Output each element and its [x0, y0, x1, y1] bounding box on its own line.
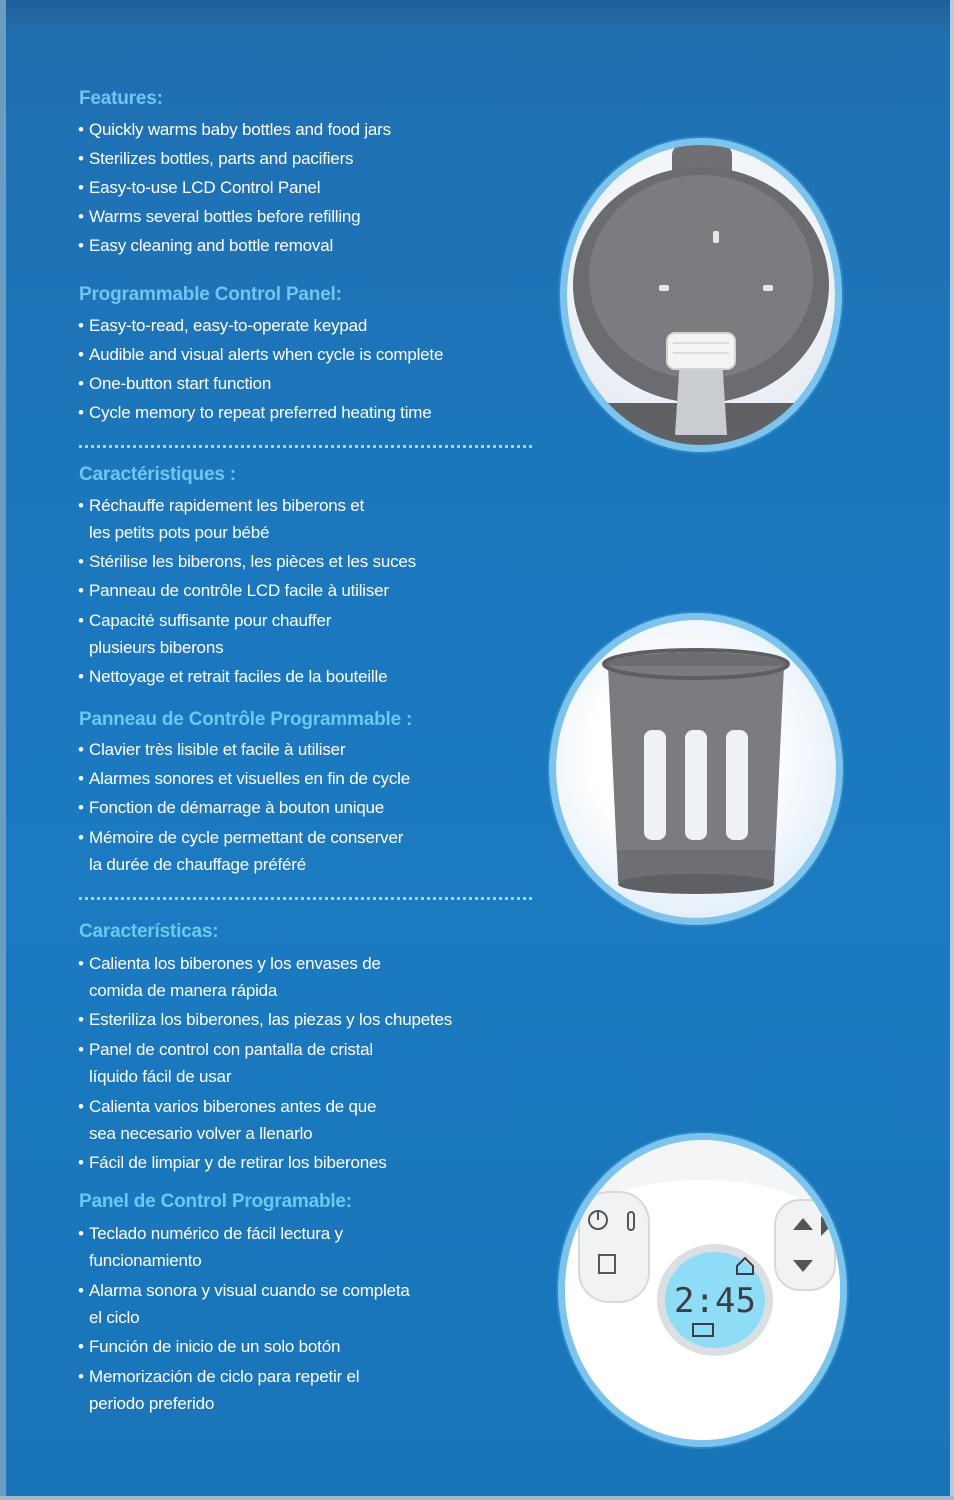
lcd-time-readout: 2:45	[674, 1281, 756, 1321]
bullet-line: les petits pots pour bébé	[89, 523, 270, 542]
panneau-heading: Panneau de Contrôle Programmable :	[79, 709, 413, 730]
bullet-item: • Función de inicio de un solo botón	[78, 1334, 410, 1360]
panel-programable-list	[78, 1220, 410, 1420]
bullet-item: • Warms several bottles before refilling	[78, 204, 391, 230]
features-heading: Features:	[79, 88, 163, 109]
features-list	[78, 117, 391, 262]
control-panel-heading: Programmable Control Panel:	[79, 284, 342, 305]
bullet-item: • Fonction de démarrage à bouton unique	[78, 795, 410, 821]
bullet-line: • Teclado numérico de fácil lectura y	[89, 1224, 343, 1243]
caracteristiques-list	[78, 492, 416, 693]
bullet-line: la durée de chauffage préféré	[89, 855, 306, 874]
caracteristicas-list	[78, 950, 452, 1179]
bullet-item: • Sterilizes bottles, parts and pacifiers	[78, 146, 391, 172]
bullet-line: • Panel de control con pantalla de cristal	[89, 1040, 374, 1059]
bullet-item	[78, 492, 416, 546]
bullet-line: • Capacité suffisante pour chauffer	[89, 611, 332, 630]
bullet-line: sea necesario volver a llenarlo	[89, 1124, 313, 1143]
bullet-item: • Alarmes sonores et visuelles en fin de cycle	[78, 766, 410, 792]
box-top-edge	[0, 0, 954, 34]
bullet-line: funcionamiento	[89, 1251, 202, 1270]
bullet-item: • Easy-to-read, easy-to-operate keypad	[78, 313, 443, 339]
box-bottom-edge	[0, 1496, 954, 1500]
bullet-item	[78, 607, 416, 661]
control-panel-list	[78, 313, 443, 429]
bullet-line: periodo preferido	[89, 1394, 215, 1413]
bullet-line: • Alarma sonora y visual cuando se completa	[89, 1281, 410, 1300]
box-right-edge	[950, 0, 954, 1500]
bullet-item	[78, 1363, 410, 1417]
caracteristiques-heading: Caractéristiques :	[79, 464, 236, 485]
bullet-item: • Nettoyage et retrait faciles de la bouteille	[78, 664, 416, 690]
basket-insert-image	[556, 620, 836, 918]
bullet-item	[78, 950, 452, 1004]
warmer-lid-image	[567, 145, 835, 445]
bullet-item	[78, 824, 410, 878]
bullet-item: • Panneau de contrôle LCD facile à utiliser	[78, 578, 416, 604]
warmer-lid-illustration	[567, 145, 835, 445]
bullet-line: • Memorización de ciclo para repetir el	[89, 1367, 360, 1386]
bullet-line: • Réchauffe rapidement les biberons et	[89, 496, 365, 515]
bullet-item: • Clavier très lisible et facile à utiliser	[78, 737, 410, 763]
bullet-item: • Audible and visual alerts when cycle is complete	[78, 342, 443, 368]
bullet-line: • Calienta los biberones y los envases de	[89, 954, 381, 973]
bullet-line: • Calienta varios biberones antes de que	[89, 1097, 377, 1116]
panneau-list	[78, 737, 410, 881]
divider-english-french	[79, 445, 532, 448]
basket-insert-illustration	[556, 620, 836, 918]
bullet-line: comida de manera rápida	[89, 981, 278, 1000]
divider-french-spanish	[79, 897, 532, 900]
bullet-item: • Fácil de limpiar y de retirar los biberones	[78, 1150, 452, 1176]
bullet-item	[78, 1036, 452, 1090]
bullet-item: • Esteriliza los biberones, las piezas y los chupetes	[78, 1007, 452, 1033]
bullet-line: el ciclo	[89, 1308, 140, 1327]
box-left-edge	[0, 0, 6, 1500]
bullet-item	[78, 1220, 410, 1274]
bullet-item: • Easy cleaning and bottle removal	[78, 233, 391, 259]
lcd-control-panel-illustration	[565, 1140, 840, 1440]
bullet-line: líquido fácil de usar	[89, 1067, 232, 1086]
bullet-item: • Quickly warms baby bottles and food jars	[78, 117, 391, 143]
bullet-item	[78, 1093, 452, 1147]
bullet-item	[78, 1277, 410, 1331]
bullet-line: • Mémoire de cycle permettant de conserver	[89, 828, 404, 847]
bullet-item: • Cycle memory to repeat preferred heating time	[78, 400, 443, 426]
caracteristicas-heading: Características:	[79, 921, 219, 942]
bullet-item: • Stérilise les biberons, les pièces et les suces	[78, 549, 416, 575]
lcd-control-panel-image	[565, 1140, 840, 1440]
bullet-item: • Easy-to-use LCD Control Panel	[78, 175, 391, 201]
bullet-line: plusieurs biberons	[89, 638, 224, 657]
bullet-item: • One-button start function	[78, 371, 443, 397]
panel-programable-heading: Panel de Control Programable:	[79, 1191, 352, 1212]
